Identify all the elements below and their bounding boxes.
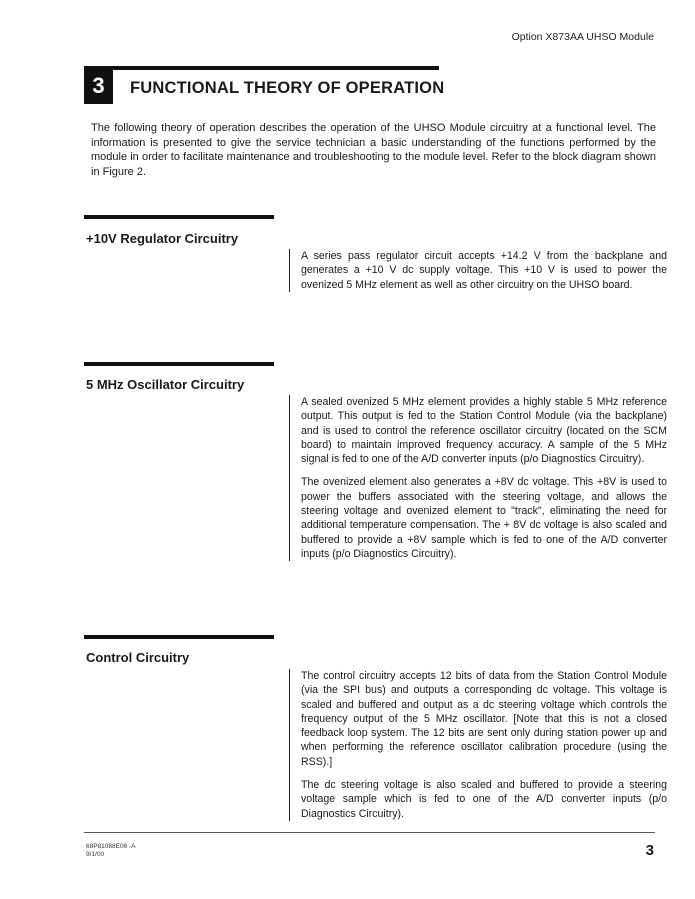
section-title: 5 MHz Oscillator Circuitry (86, 377, 245, 392)
intro-paragraph: The following theory of operation describes the operation of the UHSO Module circuitry at a functional level. The information is presented to give the service technician a basic understanding of the functions performed by the module in order to facilitate maintenance and troubleshooting to the module level. Refer to the block diagram shown in Figure 2. (91, 122, 656, 178)
section-rule (84, 635, 274, 639)
chapter-rule (84, 66, 439, 70)
running-header: Option X873AA UHSO Module (511, 31, 654, 43)
section-paragraph: A sealed ovenized 5 MHz element provides a highly stable 5 MHz reference output. This output is fed to the Station Control Module (via the backplane) and is used to control the reference oscillator circuitry (located on the SCM board) to maintain improved frequency accuracy. A sample of the 5 MHz signal is fed to one of the A/D converter inputs (p/o Diagnostics Circuitry). (301, 396, 667, 466)
section-rule (84, 362, 274, 366)
section-body (289, 669, 667, 821)
chapter-title: FUNCTIONAL THEORY OF OPERATION (130, 79, 445, 97)
section-paragraph: The dc steering voltage is also scaled and buffered to provide a steering voltage sample which is fed to one of the A/D converter inputs (p/o Diagnostics Circuitry). (301, 779, 667, 820)
footer-doc-number: 68P81088E06 -A (86, 843, 136, 850)
section-body (289, 249, 667, 292)
section-rule (84, 215, 274, 219)
page-number: 3 (645, 842, 654, 859)
section-paragraph: The control circuitry accepts 12 bits of data from the Station Control Module (via the SPI bus) and outputs a corresponding dc voltage. This voltage is scaled and buffered and output as a dc steering voltage which controls the frequency output of the 5 MHz oscillator. [Note that this is not a closed feedback loop system. The 12 bits are sent only during station power up and when performing the reference oscillator calibration procedure (using the RSS).] (301, 670, 667, 768)
footer-date: 9/1/00 (86, 851, 105, 858)
section-paragraph: A series pass regulator circuit accepts +14.2 V from the backplane and generates a +10 V dc supply voltage. This +10 V is used to power the ovenized 5 MHz element as well as other circuitry on the UHSO board. (301, 250, 667, 291)
chapter-number: 3 (84, 68, 113, 104)
section-body (289, 395, 667, 561)
section-title: Control Circuitry (86, 650, 190, 665)
footer-doc-info (86, 843, 136, 859)
chapter-heading (84, 66, 445, 104)
section-paragraph: The ovenized element also generates a +8V dc voltage. This +8V is used to power the buffers associated with the steering voltage, and allows the steering voltage and ovenized element to "track", eliminating the need for additional temperature compensation. The + 8V dc voltage is also scaled and buffered to provide a +8V sample which is fed to one of the A/D converter inputs (p/o Diagnostics Circuitry). (301, 476, 667, 560)
section-title: +10V Regulator Circuitry (86, 231, 239, 246)
footer-rule (84, 832, 655, 833)
